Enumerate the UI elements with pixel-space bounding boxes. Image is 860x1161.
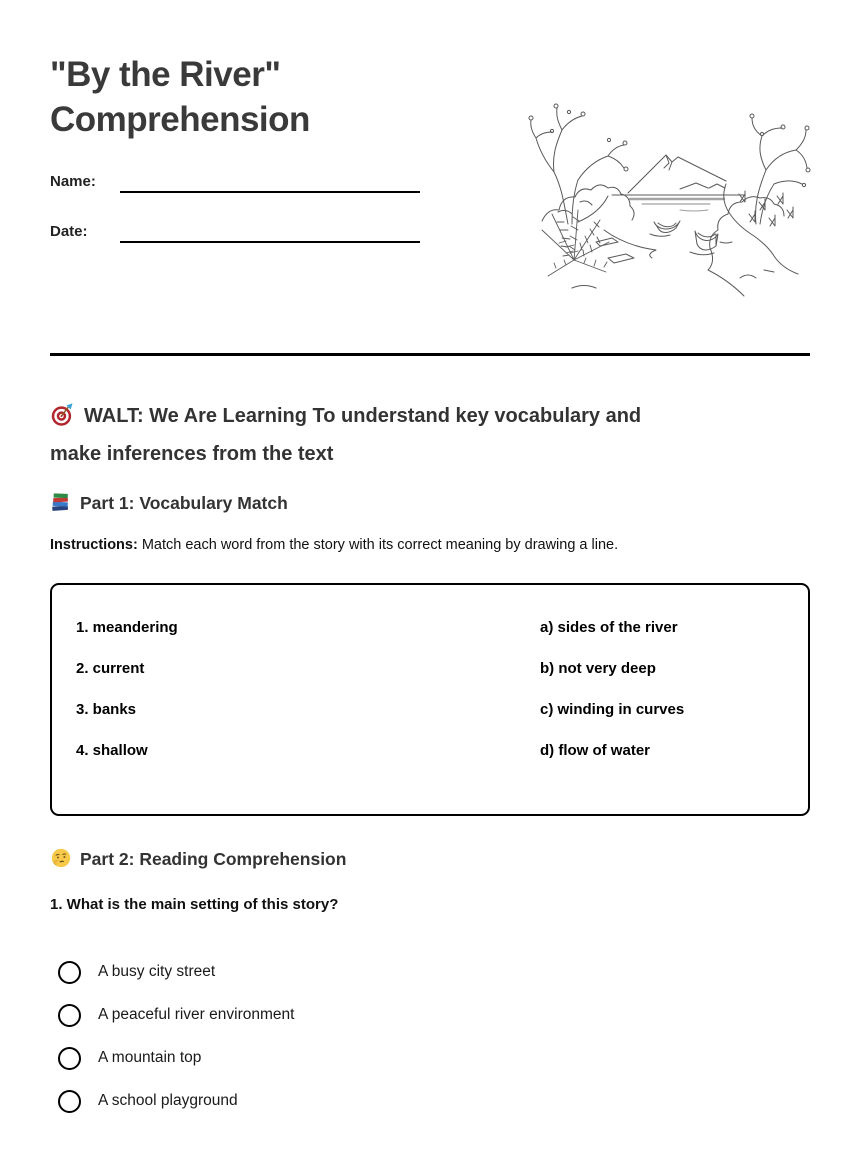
date-input-line[interactable] (120, 220, 420, 243)
match-row (76, 741, 784, 760)
radio-button[interactable] (58, 1047, 81, 1070)
radio-option-label: A mountain top (98, 1049, 202, 1066)
part1-heading-text: Part 1: Vocabulary Match (80, 493, 288, 513)
radio-button[interactable] (58, 961, 81, 984)
instructions-text: Match each word from the story with its correct meaning by drawing a line. (141, 537, 619, 553)
radio-option-label: A school playground (98, 1092, 238, 1109)
match-definition-c: c) winding in curves (540, 701, 685, 718)
part1-instructions (50, 536, 810, 554)
match-word-1: 1. meandering (76, 619, 178, 636)
match-definition-a: a) sides of the river (540, 619, 678, 636)
name-label: Name: (50, 173, 96, 190)
question-1: 1. What is the main setting of this story? (50, 896, 339, 913)
radio-option-3[interactable] (58, 1046, 810, 1070)
match-definition-d: d) flow of water (540, 742, 650, 759)
river-scene-illustration (512, 92, 832, 302)
radio-option-label: A busy city street (98, 963, 216, 980)
walt-text-line1: WALT: We Are Learning To understand key vocabulary and (84, 405, 642, 427)
match-word-2: 2. current (76, 660, 145, 677)
page-title: "By the River" Comprehension (50, 55, 310, 139)
radio-option-label: A peaceful river environment (98, 1006, 295, 1023)
dart-target-icon (50, 402, 75, 427)
match-word-3: 3. banks (76, 701, 137, 718)
books-icon (50, 491, 72, 513)
radio-button[interactable] (58, 1004, 81, 1027)
match-row (76, 659, 784, 678)
section-divider (50, 353, 810, 356)
radio-option-4[interactable] (58, 1089, 810, 1113)
radio-option-2[interactable] (58, 1003, 810, 1027)
match-word-4: 4. shallow (76, 742, 148, 759)
question-1-options (58, 960, 810, 1113)
radio-option-1[interactable] (58, 960, 810, 984)
walt-heading (50, 397, 810, 473)
vocabulary-match-box (50, 583, 810, 816)
name-input-line[interactable] (120, 170, 420, 193)
part1-heading (50, 491, 810, 515)
thinking-face-icon (50, 847, 72, 869)
match-definition-b: b) not very deep (540, 660, 656, 677)
date-label: Date: (50, 223, 88, 240)
radio-button[interactable] (58, 1090, 81, 1113)
walt-line1 (50, 397, 810, 435)
instructions-label: Instructions: (50, 537, 138, 553)
match-row (76, 700, 784, 719)
match-row (76, 618, 784, 637)
part2-heading (50, 847, 810, 871)
part2-heading-text: Part 2: Reading Comprehension (80, 849, 347, 869)
walt-line2: make inferences from the text (50, 443, 334, 465)
